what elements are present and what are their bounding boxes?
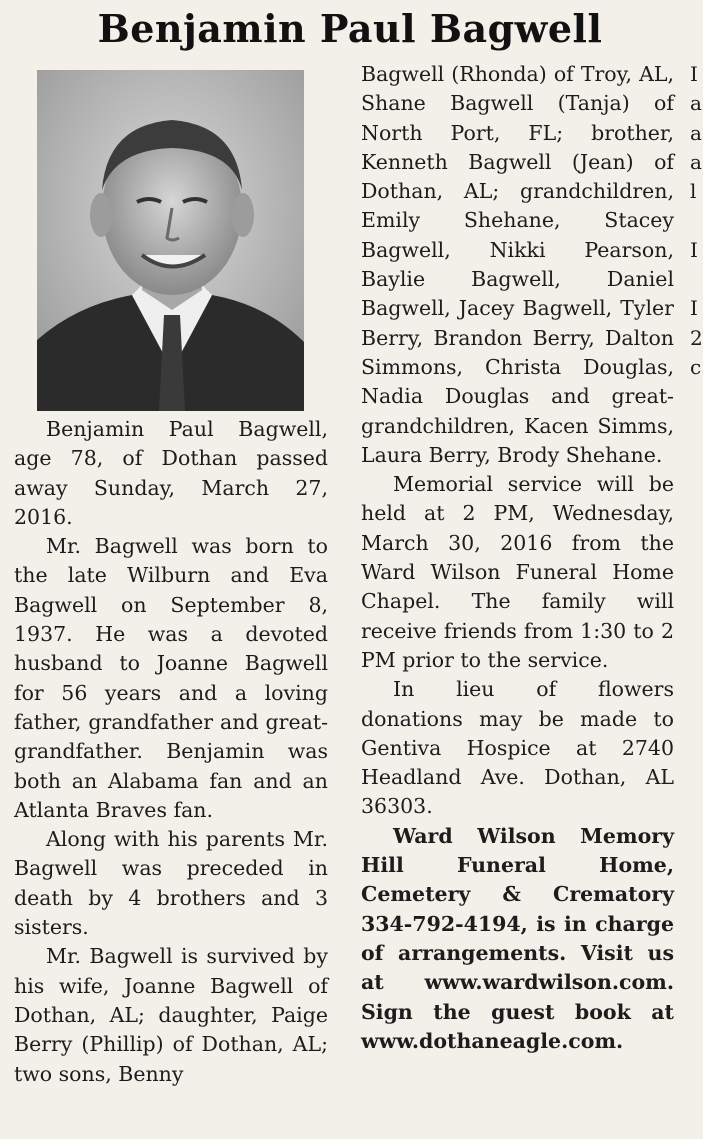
fragment-char: I bbox=[690, 296, 698, 321]
obituary-paragraph: Mr. Bagwell was born to the late Wilburn and Eva Bagwell on September 8, 1937. He was a devoted husband to Joanne Bagwell for 56 years and a loving father, grandfather and great-grandfather. Benjamin was both an Alabama fan and an Atlanta Braves fan. bbox=[14, 534, 328, 822]
obituary-column-1 bbox=[14, 415, 328, 1089]
adjacent-column-fragment bbox=[690, 60, 702, 500]
survivors-continuation: Bagwell (Rhonda) of Troy, AL, Shane Bagwell (Tanja) of North Port, FL; brother, Kenneth Bagwell (Jean) of Dothan, AL; grandchildren, Emily Shehane, Stacey Bagwell, Nikki Pearson, Baylie Bagwell, Daniel Bagwell, Jacey Bagwell, Tyler Berry, Brandon Berry, Dalton Simmons, Christa Douglas, Nadia Douglas and great-grandchildren, Kacen Simms, Laura Berry, Brody Shehane. bbox=[361, 62, 674, 467]
fragment-char: a bbox=[690, 149, 702, 174]
portrait-photo bbox=[37, 70, 304, 411]
fragment-char: a bbox=[690, 120, 702, 145]
fragment-char: I bbox=[690, 62, 698, 86]
funeral-home-notice: Ward Wilson Memory Hill Funeral Home, Cemetery & Crematory 334-792-4194, is in charge of arrangements. Visit us at www.wardwilson.com. Sign the guest book at www.dothaneagle.com. bbox=[361, 823, 674, 1053]
fragment-char bbox=[690, 382, 702, 411]
obituary-paragraph: Along with his parents Mr. Bagwell was preceded in death by 4 brothers and 3 sisters. bbox=[14, 827, 328, 940]
memorial-service-paragraph: Memorial service will be held at 2 PM, Wednesday, March 30, 2016 from the Ward Wilson Funeral Home Chapel. The family will receive friends from 1:30 to 2 PM prior to the service. bbox=[361, 472, 674, 672]
fragment-char: c bbox=[690, 354, 702, 379]
obituary-headline: Benjamin Paul Bagwell bbox=[97, 6, 603, 51]
obituary-paragraph: Benjamin Paul Bagwell, age 78, of Dothan passed away Sunday, March 27, 2016. bbox=[14, 417, 328, 529]
fragment-char bbox=[690, 265, 702, 294]
fragment-char: I bbox=[690, 237, 698, 262]
fragment-char: l bbox=[690, 179, 697, 204]
fragment-char: 2 bbox=[690, 325, 703, 350]
obituary-column-2 bbox=[361, 60, 674, 1056]
fragment-char: a bbox=[690, 91, 702, 116]
donations-paragraph: In lieu of flowers donations may be made to Gentiva Hospice at 2740 Headland Ave. Dothan, AL 36303. bbox=[361, 677, 674, 819]
fragment-char bbox=[690, 206, 702, 235]
obituary-paragraph: Mr. Bagwell is survived by his wife, Joanne Bagwell of Dothan, AL; daughter, Paige Berry (Phillip) of Dothan, AL; two sons, Benny bbox=[14, 944, 328, 1086]
